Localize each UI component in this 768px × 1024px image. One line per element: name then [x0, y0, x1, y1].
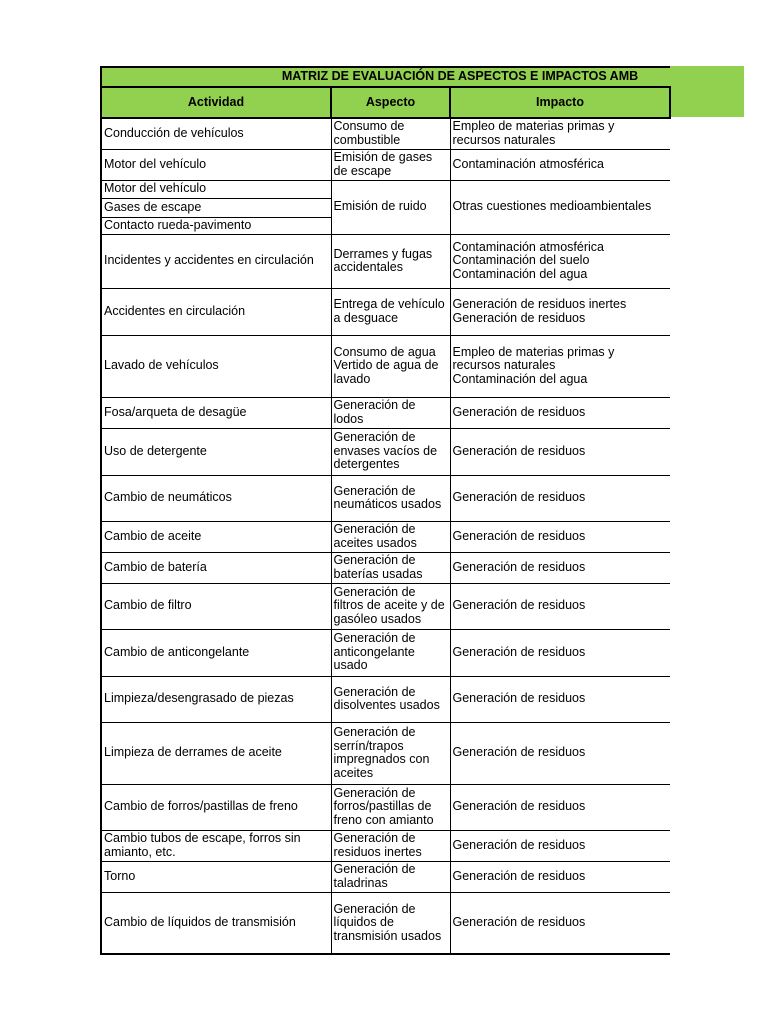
cell-impacto-line: Generación de residuos [452, 528, 586, 543]
cell-impacto-line: Contaminación del suelo [452, 253, 590, 268]
cell-impacto-line: Generación de residuos [452, 404, 586, 419]
cell-impacto [450, 830, 670, 861]
cell-aspecto [331, 475, 450, 521]
cell-impacto-line: Generación de residuos [452, 837, 586, 852]
cell-actividad: Lavado de vehículos [101, 335, 331, 397]
cell-aspecto [331, 830, 450, 861]
table-row [101, 722, 670, 784]
cell-aspecto-line: transmisión usados [333, 928, 442, 943]
cell-actividad: Cambio de neumáticos [101, 475, 331, 521]
cell-aspecto-line: envases vacíos de [333, 443, 438, 458]
cell-impacto [450, 335, 670, 397]
cell-impacto [450, 676, 670, 722]
cell-aspecto-line: Consumo de [333, 119, 405, 134]
cell-aspecto [331, 552, 450, 583]
header-row [101, 87, 670, 118]
cell-impacto-line: recursos naturales [452, 358, 556, 373]
cell-impacto-line: Otras cuestiones medioambientales [452, 199, 652, 214]
cell-aspecto [331, 722, 450, 784]
cell-aspecto [331, 428, 450, 475]
cell-impacto-line: Generación de residuos [452, 490, 586, 505]
cell-actividad: Cambio de líquidos de transmisión [101, 892, 331, 954]
cell-actividad: Cambio de aceite [101, 521, 331, 552]
cell-aspecto-line: neumáticos usados [333, 497, 442, 511]
table-row [101, 552, 670, 583]
cell-impacto-line: Generación de residuos [452, 598, 586, 613]
cell-aspecto [331, 892, 450, 954]
cell-impacto [450, 521, 670, 552]
table-row [101, 234, 670, 288]
cell-aspecto-line: lavado [333, 371, 371, 386]
cell-impacto-line: Generación de residuos [452, 559, 586, 574]
cell-impacto [450, 892, 670, 954]
cell-aspecto-line: Generación de [333, 725, 416, 739]
cell-impacto-line: Empleo de materias primas y [452, 344, 615, 359]
cell-aspecto-line: Generación de [333, 684, 416, 699]
cell-impacto-line: Generación de residuos [452, 868, 586, 883]
table-row [101, 521, 670, 552]
cell-aspecto-line: combustible [333, 132, 401, 147]
cell-aspecto [331, 583, 450, 629]
cell-aspecto [331, 676, 450, 722]
cell-aspecto-line: usado [333, 658, 368, 673]
cell-impacto-line: Generación de residuos [452, 691, 586, 706]
table-row [101, 428, 670, 475]
cell-aspecto [331, 397, 450, 428]
cell-aspecto-line: Generación de [333, 430, 416, 445]
cell-aspecto-line: anticongelante [333, 644, 415, 659]
cell-impacto [450, 428, 670, 475]
cell-impacto-line: Generación de residuos [452, 644, 586, 659]
cell-impacto-line: Contaminación atmosférica [452, 156, 604, 171]
cell-actividad: Contacto rueda-pavimento [101, 217, 331, 234]
cell-aspecto-line: lodos [333, 411, 364, 426]
cell-aspecto [331, 861, 450, 892]
cell-aspecto-line: Generación de [333, 631, 416, 646]
cell-aspecto-line: serrín/trapos [333, 738, 404, 753]
cell-actividad: Accidentes en circulación [101, 288, 331, 335]
cell-impacto [450, 397, 670, 428]
cell-aspecto-line: residuos inertes [333, 844, 422, 859]
cell-impacto [450, 722, 670, 784]
cell-aspecto-line: aceites usados [333, 535, 417, 550]
table-row [101, 629, 670, 676]
cell-impacto-line: Contaminación del agua [452, 371, 588, 386]
cell-actividad: Torno [101, 861, 331, 892]
table-row [101, 180, 670, 198]
cell-actividad: Motor del vehículo [101, 149, 331, 180]
cell-aspecto-line: de escape [333, 163, 392, 178]
cell-actividad: Motor del vehículo [101, 180, 331, 198]
cell-aspecto-line: Vertido de agua de [333, 358, 439, 373]
cell-aspecto-line: forros/pastillas de [333, 799, 432, 814]
cell-aspecto-line: aceites [333, 765, 374, 780]
cell-impacto-line: Contaminación atmosférica [452, 239, 604, 254]
cell-aspecto-line: Emisión de gases [333, 150, 433, 164]
cell-aspecto-line: Generación de [333, 553, 416, 567]
cell-impacto [450, 552, 670, 583]
cell-impacto [450, 475, 670, 521]
cell-actividad: Cambio tubos de escape, forros sin amianto, etc. [101, 830, 331, 861]
cell-aspecto-line: Generación de [333, 584, 416, 599]
cell-aspecto-line: Consumo de agua [333, 344, 436, 359]
cell-impacto [450, 784, 670, 830]
table-row [101, 335, 670, 397]
matrix-body [101, 118, 670, 954]
cell-aspecto [331, 335, 450, 397]
cell-aspecto-line: Generación de [333, 901, 416, 916]
cell-aspecto [331, 180, 450, 234]
table-row [101, 830, 670, 861]
table-row [101, 583, 670, 629]
table-row [101, 118, 670, 149]
cell-impacto [450, 149, 670, 180]
cell-actividad: Cambio de filtro [101, 583, 331, 629]
cell-aspecto-line: Derrames y fugas [333, 246, 433, 261]
title-row [101, 67, 670, 87]
cell-impacto-line: Generación de residuos [452, 745, 586, 760]
header-impacto: Impacto [450, 87, 670, 118]
aspects-impacts-matrix [100, 66, 671, 955]
cell-impacto [450, 629, 670, 676]
table-row [101, 149, 670, 180]
cell-impacto-line: Generación de residuos [452, 915, 586, 929]
cell-aspecto [331, 234, 450, 288]
cell-aspecto-line: Generación de [333, 785, 416, 800]
cell-aspecto-line: freno con amianto [333, 812, 434, 827]
table-row [101, 288, 670, 335]
header-aspecto: Aspecto [331, 87, 450, 118]
cell-actividad: Cambio de batería [101, 552, 331, 583]
cell-aspecto-line: gasóleo usados [333, 611, 422, 626]
cell-aspecto [331, 629, 450, 676]
cell-impacto-line: Generación de residuos [452, 799, 586, 814]
cell-aspecto-line: filtros de aceite y de [333, 598, 445, 613]
cell-actividad: Uso de detergente [101, 428, 331, 475]
header-actividad: Actividad [101, 87, 331, 118]
cell-aspecto [331, 149, 450, 180]
cell-impacto [450, 861, 670, 892]
cell-aspecto [331, 288, 450, 335]
cell-aspecto-line: accidentales [333, 260, 403, 274]
cell-impacto [450, 180, 670, 234]
cell-aspecto-line: baterías usadas [333, 566, 423, 581]
cell-impacto-line: Empleo de materias primas y [452, 119, 615, 134]
cell-aspecto [331, 118, 450, 149]
table-row [101, 784, 670, 830]
cell-impacto-line: Generación de residuos inertes [452, 297, 627, 311]
table-row [101, 676, 670, 722]
cell-aspecto-line: detergentes [333, 457, 400, 472]
cell-aspecto-line: Entrega de vehículo [333, 297, 445, 311]
cell-aspecto-line: Generación de [333, 483, 416, 498]
cell-aspecto-line: líquidos de [333, 915, 394, 929]
cell-actividad: Cambio de forros/pastillas de freno [101, 784, 331, 830]
cell-aspecto-line: Generación de [333, 522, 416, 536]
table-row [101, 892, 670, 954]
cell-aspecto [331, 521, 450, 552]
cell-actividad: Incidentes y accidentes en circulación [101, 234, 331, 288]
cell-impacto-line: Generación de residuos [452, 443, 586, 458]
cell-actividad: Cambio de anticongelante [101, 629, 331, 676]
cell-actividad: Gases de escape [101, 198, 331, 217]
cell-actividad: Fosa/arqueta de desagüe [101, 397, 331, 428]
cell-aspecto-line: disolventes usados [333, 698, 440, 712]
cell-impacto [450, 234, 670, 288]
cell-aspecto-line: Generación de [333, 831, 416, 845]
cell-aspecto-line: a desguace [333, 310, 399, 325]
cell-impacto-line: Contaminación del agua [452, 266, 588, 281]
cell-impacto-line: recursos naturales [452, 132, 556, 147]
cell-actividad: Limpieza/desengrasado de piezas [101, 676, 331, 722]
cell-impacto [450, 118, 670, 149]
cell-actividad: Limpieza de derrames de aceite [101, 722, 331, 784]
table-row [101, 397, 670, 428]
table-row [101, 861, 670, 892]
cell-aspecto [331, 784, 450, 830]
cell-aspecto-line: taladrinas [333, 875, 388, 890]
cell-aspecto-line: Generación de [333, 862, 416, 876]
cell-impacto [450, 583, 670, 629]
cell-actividad: Conducción de vehículos [101, 118, 331, 149]
header-fill-extension [669, 66, 744, 117]
matrix-title: MATRIZ DE EVALUACIÓN DE ASPECTOS E IMPACTOS AMB [101, 67, 670, 87]
cell-aspecto-line: impregnados con [333, 752, 430, 766]
cell-aspecto-line: Generación de [333, 398, 416, 412]
cell-aspecto-line: Emisión de ruido [333, 199, 427, 214]
cell-impacto-line: Generación de residuos [452, 310, 586, 325]
cell-impacto [450, 288, 670, 335]
table-row [101, 475, 670, 521]
